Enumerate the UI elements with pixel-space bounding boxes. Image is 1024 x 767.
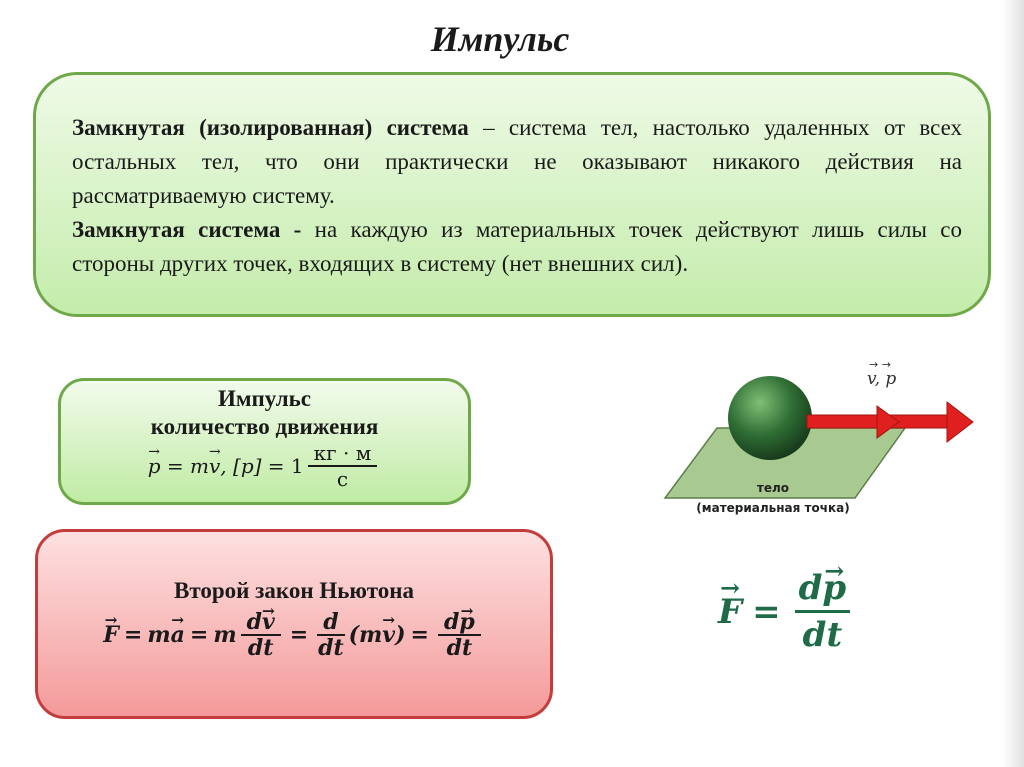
momentum-box	[58, 378, 471, 505]
definition-closed-system-1	[72, 111, 962, 213]
momentum-title-line1: Импульс	[217, 386, 311, 411]
slide-title: Импульс	[430, 19, 570, 59]
force-momentum-formula: → F = $\frac{d\to p}{dt}$	[718, 566, 854, 657]
body-label: тело	[756, 481, 790, 495]
momentum-formula-render: → p = m→ v, [p] = 1	[148, 454, 304, 478]
vector-arrows: → →	[869, 358, 891, 371]
definitions-box	[33, 72, 991, 317]
definition-term-1: Замкнутая (изолированная) система	[72, 115, 469, 140]
definition-text-2: на каждую из материальных точек действуют лишь силы со стороны других точек, входящих в систему (нет внешних сил).	[72, 217, 962, 276]
slide-edge-shadow	[1002, 0, 1024, 767]
force-fraction-numerator: d→ p	[795, 566, 851, 613]
body-ball	[728, 376, 812, 460]
force-fraction-denominator: dt	[802, 615, 843, 655]
vector-labels-text: v, p	[867, 369, 897, 389]
momentum-formula	[61, 441, 468, 491]
definition-term-2: Замкнутая система -	[72, 217, 302, 242]
velocity-arrow-head	[947, 402, 973, 442]
definition-closed-system-2	[72, 213, 962, 281]
vector-labels	[867, 369, 896, 389]
force-numerator-p: → p	[822, 566, 846, 610]
force-symbol: → F	[718, 592, 742, 632]
momentum-unit-numerator: кг · м	[308, 441, 378, 467]
newton-law-box	[35, 529, 553, 719]
definition-text-1: – система тел, настолько удаленных от всех остальных тел, что они практически не оказывают никакого действия на рассматриваемую систему.	[72, 115, 963, 208]
momentum-unit-fraction	[308, 441, 378, 491]
momentum-title	[61, 385, 468, 441]
body-sublabel: (материальная точка)	[696, 501, 850, 515]
body-illustration	[655, 350, 995, 530]
momentum-unit-denominator: с	[336, 467, 349, 491]
newton-law-title: Второй закон Ньютона	[174, 578, 414, 603]
momentum-title-line2: количество движения	[150, 414, 379, 439]
force-fraction	[795, 566, 851, 657]
newton-law-formula: → F = m → a = m $\frac{d\to v}{dt}$ = $\frac{d}{dt}$ (m→ v) = $\frac{d\to p}{dt}$	[38, 610, 550, 660]
